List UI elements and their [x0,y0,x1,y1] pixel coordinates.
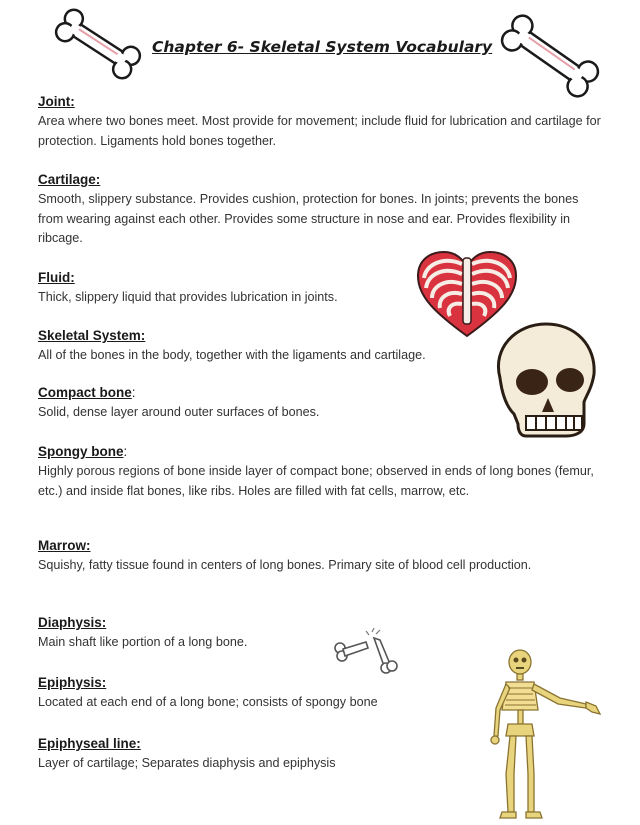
term-heading: Epiphysis: [38,675,107,690]
term-suffix: : [123,444,128,459]
vocab-entry-joint [38,93,606,151]
vocab-entry-compact-bone [38,384,478,423]
term-definition: Squishy, fatty tissue found in centers of long bones. Primary site of blood cell production. [38,558,532,572]
term-definition: All of the bones in the body, together with the ligaments and cartilage. [38,348,426,362]
term-heading: Spongy bone [38,444,124,459]
skeleton-icon [488,648,604,820]
term-definition: Highly porous regions of bone inside layer of compact bone; observed in ends of long bones (femur, etc.) and inside flat bones, like ribs. Holes are filled with fat cells, marrow, etc. [38,464,594,498]
vocab-entry-skeletal-system [38,327,498,366]
term-definition: Smooth, slippery substance. Provides cushion, protection for bones. In joints; prevents the bones from wearing against each other. Provides some structure in nose and ear. Provides flexibility in ribcage. [38,192,579,245]
term-heading: Fluid: [38,270,75,285]
term-heading: Epiphyseal line: [38,736,141,751]
term-heading: Marrow: [38,538,91,553]
vocab-entry-diaphysis [38,614,328,653]
bone-icon [50,8,146,80]
vocab-entry-marrow [38,537,558,576]
term-definition: Solid, dense layer around outer surfaces of bones. [38,405,320,419]
broken-bone-icon [332,628,402,676]
term-heading: Skeletal System: [38,328,146,343]
vocab-entry-fluid [38,269,408,308]
term-heading: Joint: [38,94,75,109]
term-definition: Layer of cartilage; Separates diaphysis and epiphysis [38,756,336,770]
term-heading: Diaphysis: [38,615,107,630]
skull-icon [486,318,600,442]
term-suffix: : [131,385,136,400]
term-definition: Main shaft like portion of a long bone. [38,635,248,649]
term-heading: Cartilage: [38,172,101,187]
vocab-entry-cartilage [38,171,598,249]
term-definition: Thick, slippery liquid that provides lubrication in joints. [38,290,338,304]
page-title: Chapter 6- Skeletal System Vocabulary [152,38,493,56]
term-definition: Located at each end of a long bone; consists of spongy bone [38,695,378,709]
vocab-entry-spongy-bone [38,443,610,501]
bone-icon [494,14,606,98]
vocab-entry-epiphyseal-line [38,735,478,774]
vocab-entry-epiphysis [38,674,478,713]
term-definition: Area where two bones meet. Most provide for movement; include fluid for lubrication and cartilage for protection. Ligaments hold bones together. [38,114,601,148]
term-heading: Compact bone [38,385,132,400]
